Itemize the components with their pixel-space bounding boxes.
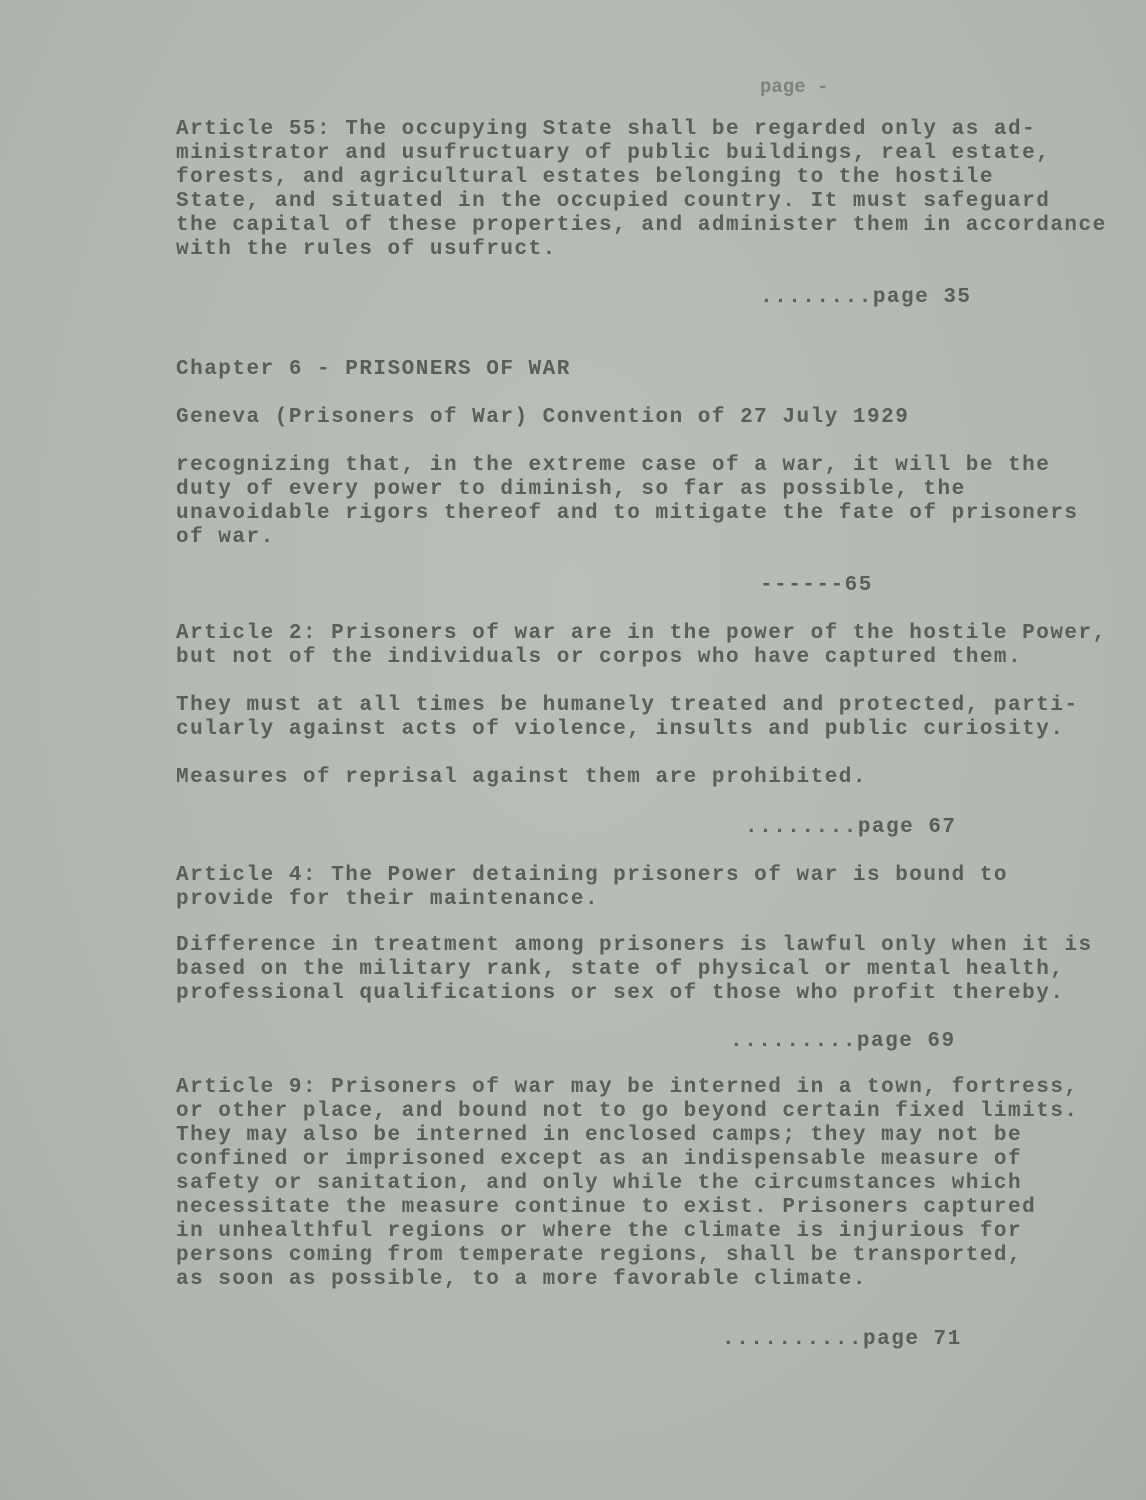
- text-line: Difference in treatment among prisoners is lawful only when it is: [176, 934, 1093, 957]
- humane-treatment: [176, 694, 1079, 742]
- text-line: Geneva (Prisoners of War) Convention of 27 July 1929: [176, 406, 910, 429]
- text-line: Article 9: Prisoners of war may be interned in a town, fortress,: [176, 1076, 1079, 1099]
- text-line: of war.: [176, 526, 275, 549]
- text-line: unavoidable rigors thereof and to mitigate the fate of prisoners: [176, 502, 1079, 525]
- page-ref-71: ..........page 71: [722, 1328, 962, 1351]
- text-line: cularly against acts of violence, insults and public curiosity.: [176, 718, 1065, 741]
- text-line: safety or sanitation, and only while the circumstances which: [176, 1172, 1023, 1195]
- difference-in-treatment: [176, 934, 1093, 1006]
- text-line: forests, and agricultural estates belonging to the hostile: [176, 166, 994, 189]
- preamble: [176, 454, 1079, 550]
- text-line: or other place, and bound not to go beyond certain fixed limits.: [176, 1100, 1079, 1123]
- text-line: Chapter 6 - PRISONERS OF WAR: [176, 358, 571, 381]
- convention-title: [176, 406, 909, 430]
- text-line: with the rules of usufruct.: [176, 238, 557, 261]
- text-line: ministrator and usufructuary of public buildings, real estate,: [176, 142, 1051, 165]
- article-55: [176, 118, 1107, 262]
- text-line: They must at all times be humanely treated and protected, parti-: [176, 694, 1079, 717]
- page-header: page -: [760, 76, 829, 98]
- text-line: duty of every power to diminish, so far as possible, the: [176, 478, 966, 501]
- text-line: State, and situated in the occupied country. It must safeguard: [176, 190, 1051, 213]
- chapter-heading: [176, 358, 571, 382]
- article-2: [176, 622, 1107, 670]
- text-line: Article 2: Prisoners of war are in the power of the hostile Power,: [176, 622, 1107, 645]
- text-line: Article 4: The Power detaining prisoners of war is bound to: [176, 864, 1009, 887]
- reprisals: [176, 766, 867, 790]
- text-line: professional qualifications or sex of those who profit thereby.: [176, 982, 1065, 1005]
- text-line: necessitate the measure continue to exist. Prisoners captured: [176, 1196, 1037, 1219]
- page-ref-67: ........page 67: [745, 816, 957, 839]
- article-4: [176, 864, 1008, 912]
- text-line: but not of the individuals or corpos who have captured them.: [176, 646, 1023, 669]
- text-line: Measures of reprisal against them are prohibited.: [176, 766, 868, 789]
- text-line: based on the military rank, state of physical or mental health,: [176, 958, 1065, 981]
- text-line: in unhealthful regions or where the climate is injurious for: [176, 1220, 1023, 1243]
- text-line: They may also be interned in enclosed camps; they may not be: [176, 1124, 1023, 1147]
- text-line: provide for their maintenance.: [176, 888, 600, 911]
- text-line: as soon as possible, to a more favorable climate.: [176, 1268, 868, 1291]
- page-ref-35: ........page 35: [760, 286, 972, 309]
- text-line: confined or imprisoned except as an indispensable measure of: [176, 1148, 1023, 1171]
- text-line: persons coming from temperate regions, shall be transported,: [176, 1244, 1023, 1267]
- page-ref-65: ------65: [760, 574, 873, 597]
- text-line: the capital of these properties, and administer them in accordance: [176, 214, 1107, 237]
- text-line: Article 55: The occupying State shall be regarded only as ad-: [176, 118, 1037, 141]
- article-9: [176, 1076, 1079, 1292]
- page-ref-69: .........page 69: [730, 1030, 956, 1053]
- text-line: recognizing that, in the extreme case of a war, it will be the: [176, 454, 1051, 477]
